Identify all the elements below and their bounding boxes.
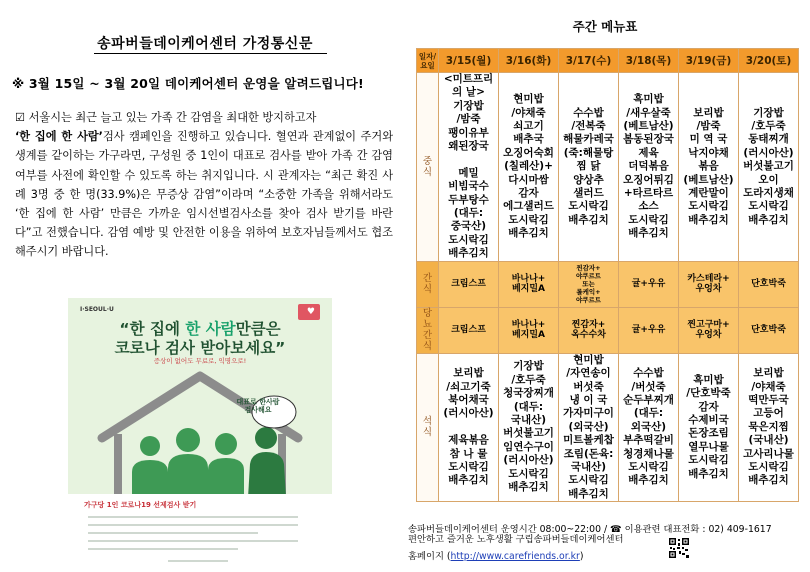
menu-item: 배추김치 xyxy=(748,213,789,226)
menu-item: 볶음 xyxy=(698,160,719,173)
menu-cell xyxy=(619,353,679,501)
menu-item: 오징어숙회 xyxy=(503,146,554,159)
menu-item: 귤+우유 xyxy=(631,325,666,336)
homepage-label: 홈페이지 ( xyxy=(408,551,451,562)
meal-label xyxy=(417,73,439,262)
menu-cell xyxy=(439,261,499,307)
menu-item: 배추김치 xyxy=(748,474,789,487)
menu-item: 냉 이 국 xyxy=(569,393,608,406)
menu-item: 더덕볶음 xyxy=(628,160,669,173)
menu-cell xyxy=(439,353,499,501)
poster-headline-line2: 코로나 검사 받아보세요” xyxy=(114,339,286,357)
menu-item: 두부탕수 xyxy=(448,193,489,206)
menu-item: 국내산) xyxy=(510,414,547,427)
meal-label xyxy=(417,307,439,353)
menu-item: 베지밀A xyxy=(511,284,546,295)
menu-item: 비빔국수 xyxy=(448,180,489,193)
menu-item: 떡만두국 xyxy=(748,393,789,406)
menu-item: 도시락김 xyxy=(508,467,549,480)
meal-label-char: 식 xyxy=(422,284,433,296)
menu-item: 보리밥 xyxy=(453,367,484,380)
menu-item: 도시락김 xyxy=(568,474,609,487)
menu-item: 배추김치 xyxy=(628,227,669,240)
menu-item: 보리밥 xyxy=(693,106,724,119)
notice-first-line: ☑ 서울시는 최근 늘고 있는 가족 간 감염을 최대한 방지하고자 xyxy=(15,111,317,124)
menu-item: /야채죽 xyxy=(751,380,786,393)
menu-item: (대두: xyxy=(633,407,664,420)
menu-item: 청경채나물 xyxy=(623,447,674,460)
menu-item: /밤죽 xyxy=(696,119,721,132)
menu-item: /호두죽 xyxy=(751,119,786,132)
menu-item: +타르타르 xyxy=(623,186,674,199)
poster-info-line xyxy=(168,560,228,562)
menu-cell xyxy=(439,73,499,262)
menu-cell xyxy=(619,261,679,307)
menu-item: 임연수구이 xyxy=(503,440,554,453)
menu-cell xyxy=(559,73,619,262)
dinner-row xyxy=(417,353,799,501)
center-slogan: 편안하고 즐거운 노후생활 구립송파버들데이케어센터 xyxy=(408,534,624,545)
menu-item: 참 나 물 xyxy=(449,447,488,460)
menu-header-row xyxy=(417,49,799,73)
menu-item: 야쿠르트 xyxy=(575,272,602,281)
meal-label-char: 식 xyxy=(422,341,433,353)
menu-item: (외국산) xyxy=(568,420,609,433)
menu-item: 도시락김 xyxy=(628,213,669,226)
meal-label-char: 식 xyxy=(422,166,433,178)
menu-item: 다시마쌈 xyxy=(508,173,549,186)
menu-item: (러시아산) xyxy=(743,146,794,159)
poster-info-line xyxy=(88,532,258,534)
menu-item: 감자 xyxy=(698,400,719,413)
menu-item: 도시락김 xyxy=(568,200,609,213)
menu-item: 야쿠르트 xyxy=(575,296,602,305)
menu-cell xyxy=(439,307,499,353)
menu-cell xyxy=(559,307,619,353)
meal-label-char: 간 xyxy=(422,330,433,342)
menu-item: 바나나+ xyxy=(511,274,546,285)
operation-hours: 송파버들데이케어센터 운영시간 08:00~22:00 / ☎ 이용관련 대표전화 : 02) 409-1617 xyxy=(408,524,772,535)
menu-item: (러시아산) xyxy=(503,454,554,467)
menu-item: 미트볼케찹 xyxy=(563,434,614,447)
meal-label-char: 중 xyxy=(422,155,433,167)
menu-item: /단호박죽 xyxy=(686,387,731,400)
menu-item: 메밀 xyxy=(458,166,479,179)
menu-item: 또는 xyxy=(582,280,595,289)
menu-cell xyxy=(619,307,679,353)
menu-title: 주간 메뉴표 xyxy=(572,19,638,34)
meal-label-char: 뇨 xyxy=(422,319,433,331)
menu-item: 현미밥 xyxy=(573,353,604,366)
menu-item: 도시락김 xyxy=(508,213,549,226)
menu-item: 감자 xyxy=(518,186,539,199)
menu-cell xyxy=(679,353,739,501)
menu-item: 배추김치 xyxy=(508,227,549,240)
newsletter-title: 송파버들데이케어센터 가정통신문 xyxy=(97,36,313,52)
menu-cell xyxy=(559,353,619,501)
menu-item: 귤+우유 xyxy=(631,279,666,290)
menu-item: 찜 닭 xyxy=(576,160,601,173)
menu-item: /밤죽 xyxy=(456,113,481,126)
menu-item: 카스테라+ xyxy=(687,274,730,285)
menu-cell xyxy=(679,307,739,353)
menu-item xyxy=(439,153,498,166)
house-illustration xyxy=(88,368,312,498)
poster-footer-title: 가구당 1인 코로나19 선제검사 받기 xyxy=(84,501,197,509)
menu-item: 소스 xyxy=(638,200,659,213)
menu-item: /버섯죽 xyxy=(631,380,666,393)
operation-headline: ※ 3월 15일 ~ 3월 20일 데이케어센터 운영을 알려드립니다! xyxy=(12,76,364,91)
day-header: 3/20(토) xyxy=(739,49,799,73)
menu-cell xyxy=(739,73,799,262)
heart-icon: ♥ xyxy=(306,307,315,317)
poster-info-line xyxy=(88,524,298,526)
menu-cell xyxy=(739,261,799,307)
menu-item: 쇠고기 xyxy=(513,119,544,132)
menu-item: 도시락김 xyxy=(748,460,789,473)
menu-item: 수제비국 xyxy=(688,414,729,427)
poster-subline: 증상이 없어도 무료로, 익명으로! xyxy=(153,357,247,365)
menu-item: 단호박죽 xyxy=(751,279,786,290)
menu-item: 배추김치 xyxy=(448,247,489,260)
meal-label xyxy=(417,353,439,501)
menu-item: <미트프리 xyxy=(443,73,494,85)
homepage-link[interactable]: http://www.carefriends.or.kr xyxy=(450,551,580,562)
day-header: 3/18(목) xyxy=(619,49,679,73)
menu-item: 도시락김 xyxy=(688,200,729,213)
menu-item: (베트남산) xyxy=(623,119,674,132)
menu-cell xyxy=(499,73,559,262)
poster-info-panel xyxy=(68,494,332,570)
menu-item: 수수밥 xyxy=(573,106,604,119)
menu-item: (대두: xyxy=(513,400,544,413)
menu-item: 배추김치 xyxy=(568,487,609,500)
day-header: 3/19(금) xyxy=(679,49,739,73)
menu-item: 보리밥 xyxy=(753,367,784,380)
menu-item: 조림(돈육: xyxy=(563,447,614,460)
menu-item: 중국산) xyxy=(450,220,487,233)
day-header: 3/16(화) xyxy=(499,49,559,73)
menu-cell xyxy=(499,261,559,307)
menu-item xyxy=(439,421,498,434)
menu-item: 찐감자+ xyxy=(576,264,601,273)
meal-label xyxy=(417,261,439,307)
poster-headline-part2: 만큼은 xyxy=(235,320,281,338)
menu-item: 배추김치 xyxy=(688,467,729,480)
menu-item: 미 역 국 xyxy=(689,133,728,146)
menu-item: 가자미구이 xyxy=(563,407,614,420)
weekly-menu-table xyxy=(416,48,799,502)
menu-item: (러시아산) xyxy=(443,407,494,420)
campaign-name: ‘한 집에 한 사람’ xyxy=(15,130,103,144)
menu-item: 흑미밥 xyxy=(693,373,724,386)
menu-item: 샐러드 xyxy=(573,186,604,199)
menu-item: 봄동된장국 xyxy=(623,133,674,146)
menu-cell xyxy=(499,353,559,501)
menu-item: 순두부찌개 xyxy=(623,393,674,406)
menu-item: 외국산) xyxy=(630,420,667,433)
menu-item: 흑미밥 xyxy=(633,93,664,106)
poster-headline-part1: “한 집에 xyxy=(119,320,186,338)
menu-item: 크림스프 xyxy=(451,325,486,336)
menu-cell xyxy=(679,261,739,307)
menu-item: 배추김치 xyxy=(628,474,669,487)
poster-headline-highlight: 한 사람 xyxy=(185,320,236,338)
menu-item: 크림스프 xyxy=(451,279,486,290)
menu-item: 낙지야채 xyxy=(688,146,729,159)
notice-paragraph xyxy=(15,108,393,262)
menu-item: /전복죽 xyxy=(571,119,606,132)
menu-item: 도시락김 xyxy=(688,454,729,467)
menu-item: 찐감자+ xyxy=(571,320,606,331)
snack-row xyxy=(417,261,799,307)
homepage-line xyxy=(408,548,584,562)
poster-info-line xyxy=(88,516,298,518)
day-header: 3/17(수) xyxy=(559,49,619,73)
menu-item: 국내산) xyxy=(570,460,607,473)
menu-cell xyxy=(499,307,559,353)
menu-item: 제육볶음 xyxy=(448,434,489,447)
menu-item: 열무나물 xyxy=(688,440,729,453)
meal-label-char: 간 xyxy=(422,273,433,285)
menu-item: 기장밥 xyxy=(453,99,484,112)
menu-item: 수수밥 xyxy=(633,367,664,380)
menu-item: 기장밥 xyxy=(753,106,784,119)
menu-item: 현미밥 xyxy=(513,93,544,106)
menu-item: (칠레산)+ xyxy=(504,160,553,173)
poster-info-line xyxy=(88,548,238,550)
campaign-poster xyxy=(68,298,332,570)
menu-item: 바나나+ xyxy=(511,320,546,331)
newsletter-column xyxy=(6,0,404,572)
menu-item: /새우살죽 xyxy=(626,106,671,119)
menu-item: 고사리나물 xyxy=(743,447,794,460)
menu-item: 에그샐러드 xyxy=(503,200,554,213)
date-day-corner: 일자/요일 xyxy=(417,49,439,73)
menu-cell xyxy=(739,307,799,353)
qr-code-icon xyxy=(668,537,690,559)
menu-item: 버섯죽 xyxy=(573,380,604,393)
menu-item: 제육 xyxy=(638,146,659,159)
day-header: 3/15(월) xyxy=(439,49,499,73)
menu-item: 해물카레국 xyxy=(563,133,614,146)
menu-item: 묵은지찜 xyxy=(748,420,789,433)
menu-item: 배추김치 xyxy=(448,474,489,487)
meal-label-char: 석 xyxy=(422,416,433,428)
lunch-row xyxy=(417,73,799,262)
menu-item: 왜된장국 xyxy=(448,140,489,153)
menu-item: 배추김치 xyxy=(568,213,609,226)
menu-item: 롤케익+ xyxy=(576,288,601,297)
menu-item: 배추국 xyxy=(513,133,544,146)
menu-item: 오징어튀김 xyxy=(623,173,674,186)
notice-body-text: 검사 캠페인을 진행하고 있습니다. 혈연과 관계없이 주거와 생계를 같이하는 가구라면, 구성원 중 1인이 대표로 검사를 받아 가족 간 감염 여부를 사전에 확인할 수 있도록 하는 취지입니다. 시 관계자는 “최근 확진 사례 3명 중 한 명(33.9%)은 무증상 감염”이라며 “소중한 가족을 위해서라도 ‘한 집에 한 사람’ 만큼은 가까운 임시선별검사소를 찾아 검사 받기를 바란다”고 전했습니다. 감염 예방 및 안전한 이용을 위하여 보호자님들께서도 협조해주시기 바랍니다. xyxy=(15,130,394,259)
menu-item: 배추김치 xyxy=(688,213,729,226)
menu-item: /쇠고기죽 xyxy=(446,380,491,393)
menu-item: 계란말이 xyxy=(688,186,729,199)
menu-cell xyxy=(619,73,679,262)
diabetic-snack-row xyxy=(417,307,799,353)
menu-item: 고등어 xyxy=(753,407,784,420)
menu-item: 우엉차 xyxy=(695,330,722,341)
homepage-close: ) xyxy=(579,551,584,562)
menu-cell xyxy=(679,73,739,262)
menu-item: (국내산) xyxy=(748,434,789,447)
notice-body xyxy=(15,127,393,261)
menu-item: (베트남산) xyxy=(683,173,734,186)
menu-item: 의 날> xyxy=(452,86,485,99)
menu-item: 청국장찌개 xyxy=(503,387,554,400)
menu-item: 단호박죽 xyxy=(751,325,786,336)
menu-item: 양상추 xyxy=(573,173,604,186)
menu-item: (죽:해물탕 xyxy=(563,146,614,159)
poster-sign-text: 대표로 한사람 검사해요 xyxy=(236,398,280,414)
menu-item: 부추떡갈비 xyxy=(623,434,674,447)
menu-item: 기장밥 xyxy=(513,360,544,373)
menu-item: 배추김치 xyxy=(508,481,549,494)
poster-info-line xyxy=(88,540,298,542)
title-underline xyxy=(94,53,327,54)
meal-label-char: 당 xyxy=(422,308,433,320)
menu-item: 돈장조림 xyxy=(688,427,729,440)
menu-item: 찐고구마+ xyxy=(687,320,730,331)
menu-item: 옥수수차 xyxy=(571,330,606,341)
menu-item: 버섯불고기 xyxy=(743,160,794,173)
menu-item: 동태찌개 xyxy=(748,133,789,146)
menu-item: 버섯불고기 xyxy=(503,427,554,440)
menu-item: 팽이유부 xyxy=(448,126,489,139)
menu-item: 도시락김 xyxy=(628,460,669,473)
seoul-logo: I·SEOUL·U xyxy=(80,306,114,313)
menu-item: 우엉차 xyxy=(695,284,722,295)
menu-item: 북어채국 xyxy=(448,393,489,406)
menu-item: /호두죽 xyxy=(511,373,546,386)
menu-item: 도시락김 xyxy=(448,233,489,246)
menu-item: (대두: xyxy=(453,207,484,220)
menu-item: 도시락김 xyxy=(448,460,489,473)
poster-headline xyxy=(68,320,332,358)
menu-item: 오이 xyxy=(758,173,779,186)
meal-label-char: 식 xyxy=(422,427,433,439)
menu-item: 도시락김 xyxy=(748,200,789,213)
menu-item: /야채죽 xyxy=(511,106,546,119)
menu-cell xyxy=(559,261,619,307)
menu-item: /자연송이 xyxy=(566,367,611,380)
menu-cell xyxy=(739,353,799,501)
menu-item: 베지밀A xyxy=(511,330,546,341)
menu-item: 도라지생채 xyxy=(743,186,794,199)
